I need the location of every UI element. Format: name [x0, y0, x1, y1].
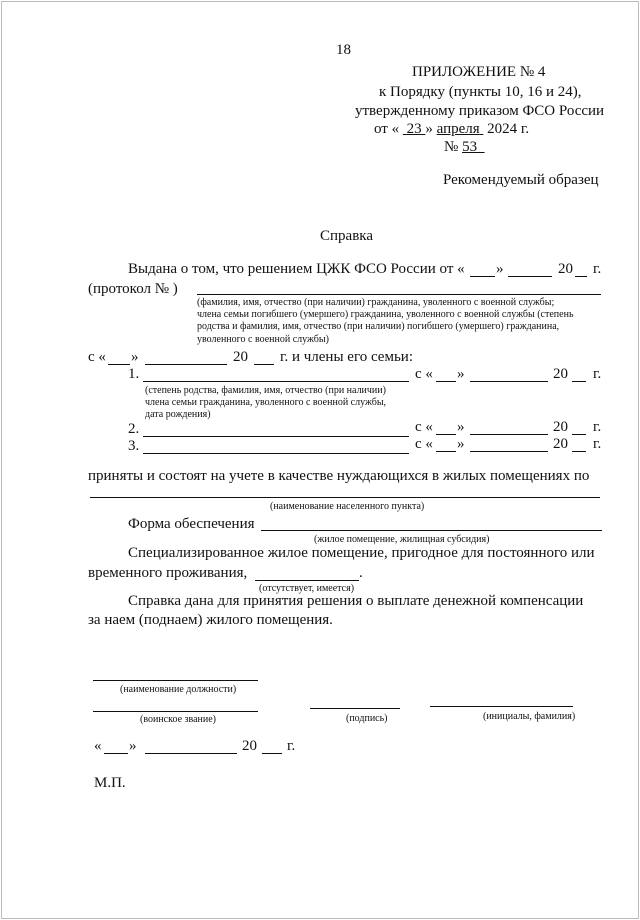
rank-line — [93, 711, 258, 712]
appendix-date — [374, 121, 529, 138]
member-1-year: 20 — [553, 366, 568, 382]
appendix-day — [403, 121, 426, 137]
member-2-quote: » — [457, 419, 465, 435]
caption-provision: (жилое помещение, жилищная субсидия) — [314, 534, 490, 545]
caption-member-3: дата рождения) — [145, 409, 211, 420]
appendix-date-prefix: от « — [374, 121, 400, 137]
purpose-line-2: за наем (поднаем) жилого помещения. — [88, 612, 333, 628]
member-3-day-line — [436, 451, 456, 452]
caption-person-2: члена семьи погибшего (умершего) гражданина, уволенного с военной службы (степень — [197, 309, 574, 320]
member-2-year-line — [572, 434, 586, 435]
caption-name: (инициалы, фамилия) — [483, 711, 576, 722]
issued-month-line — [508, 276, 552, 277]
member-3-since: с « — [415, 436, 433, 452]
since-month-line — [145, 364, 227, 365]
sign-date-quote: » — [129, 738, 137, 754]
registered-text: приняты и состоят на учете в качестве нуждающихся в жилых помещениях по — [88, 468, 590, 484]
issued-year: 20 — [558, 261, 573, 277]
member-3-line — [143, 453, 409, 454]
appendix-line-3: утвержденному приказом ФСО России — [355, 103, 605, 119]
member-2-day-line — [436, 434, 456, 435]
member-2-since: с « — [415, 419, 433, 435]
caption-person-1: (фамилия, имя, отчество (при наличии) гражданина, уволенного с военной службы; — [197, 297, 555, 308]
signature-line — [310, 708, 400, 709]
member-2-month-line — [470, 434, 548, 435]
caption-member-2: члена семьи гражданина, уволенного с военной службы, — [145, 397, 387, 408]
sign-month-line — [145, 753, 237, 754]
appendix-date-mid: » — [425, 121, 433, 137]
issued-day-line — [470, 276, 495, 277]
member-1-line — [143, 381, 409, 382]
sign-year: 20 — [242, 738, 257, 754]
special-line-2: временного проживания, — [88, 565, 248, 581]
purpose-line-1: Справка дана для принятия решения о выплате денежной компенсации — [128, 593, 584, 609]
special-line-1: Специализированное жилое помещение, пригодное для постоянного или — [128, 545, 595, 561]
member-1-year-line — [572, 381, 586, 382]
member-1-day-line — [436, 381, 456, 382]
sign-date-open: « — [94, 738, 102, 754]
since-day-line — [108, 364, 130, 365]
appendix-number-text: 53 — [462, 139, 478, 155]
member-2-g: г. — [593, 419, 602, 435]
appendix-year: 2024 г. — [487, 121, 530, 137]
appendix-day-value: 23 — [406, 121, 422, 137]
caption-locality: (наименование населенного пункта) — [270, 501, 425, 512]
member-3-num: 3. — [128, 438, 140, 454]
provision-label: Форма обеспечения — [128, 516, 255, 532]
appendix-title: ПРИЛОЖЕНИЕ № 4 — [412, 64, 546, 80]
issued-year-line — [575, 276, 587, 277]
member-1-since: с « — [415, 366, 433, 382]
caption-position: (наименование должности) — [120, 684, 237, 695]
protocol-label: (протокол № ) — [88, 281, 178, 297]
member-1-quote: » — [457, 366, 465, 382]
caption-rank: (воинское звание) — [140, 714, 216, 725]
person-name-line — [197, 294, 601, 295]
since-year: 20 — [233, 349, 248, 365]
member-3-year: 20 — [553, 436, 568, 452]
position-line — [93, 680, 258, 681]
since-rest: г. и члены его семьи: — [280, 349, 413, 365]
special-line — [255, 580, 359, 581]
appendix-number-value — [462, 139, 485, 155]
appendix-month-value: апреля — [436, 121, 480, 137]
sign-day-line — [104, 753, 128, 754]
caption-member-1: (степень родства, фамилия, имя, отчество (при наличии) — [145, 385, 386, 396]
since-quote: » — [131, 349, 139, 365]
name-line — [430, 706, 573, 707]
issued-quote: » — [496, 261, 504, 277]
sign-year-line — [262, 753, 282, 754]
caption-signature: (подпись) — [346, 713, 388, 724]
caption-special: (отсутствует, имеется) — [259, 583, 355, 594]
since-prefix: с « — [88, 349, 106, 365]
provision-line — [261, 530, 602, 531]
member-3-g: г. — [593, 436, 602, 452]
member-3-quote: » — [457, 436, 465, 452]
caption-person-3: родства и фамилия, имя, отчество (при наличии) погибшего (умершего) гражданина, — [197, 321, 560, 332]
member-1-month-line — [470, 381, 548, 382]
member-2-num: 2. — [128, 421, 140, 437]
member-1-g: г. — [593, 366, 602, 382]
issued-g: г. — [593, 261, 602, 277]
member-2-year: 20 — [553, 419, 568, 435]
page-number: 18 — [336, 42, 351, 58]
stamp-place: М.П. — [94, 775, 126, 791]
caption-person-4: уволенного с военной службы) — [197, 334, 329, 345]
special-dot: . — [359, 565, 363, 581]
appendix-number-prefix: № — [444, 139, 459, 155]
recommended-sample: Рекомендуемый образец — [443, 172, 599, 188]
locality-line — [90, 497, 600, 498]
member-2-line — [143, 436, 409, 437]
issued-prefix: Выдана о том, что решением ЦЖК ФСО России от « — [128, 261, 465, 277]
appendix-month — [437, 121, 484, 137]
since-year-line — [254, 364, 274, 365]
sign-g: г. — [287, 738, 296, 754]
member-1-num: 1. — [128, 366, 140, 382]
doc-title: Справка — [320, 228, 373, 244]
appendix-number — [444, 139, 485, 156]
member-3-month-line — [470, 451, 548, 452]
member-3-year-line — [572, 451, 586, 452]
appendix-line-2: к Порядку (пункты 10, 16 и 24), — [379, 84, 582, 100]
